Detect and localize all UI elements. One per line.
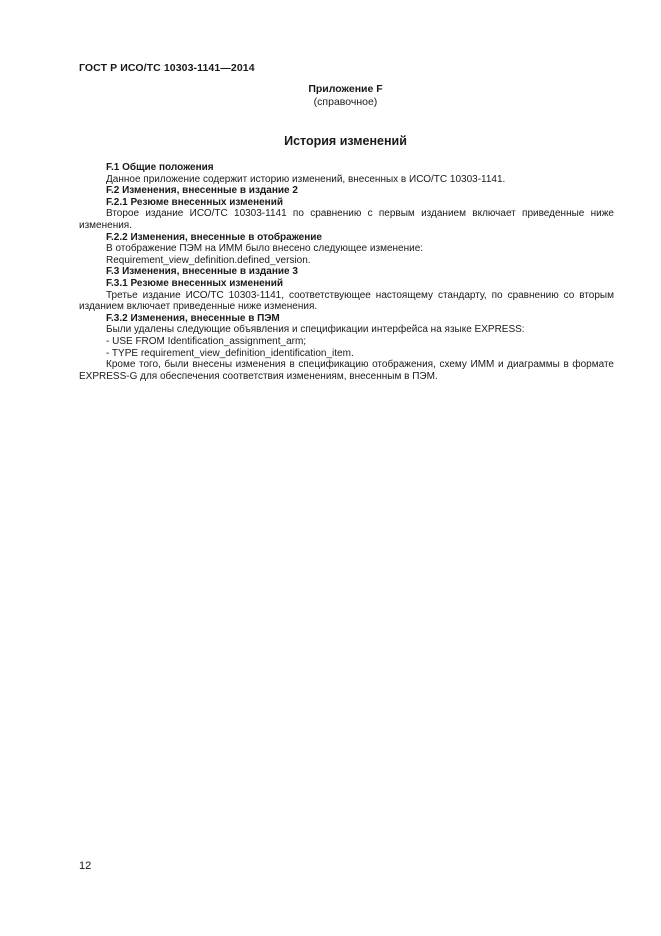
f31-paragraph: Третье издание ИСО/ТС 10303-1141, соответствующее настоящему стандарту, по сравнению со вторым изданием включает приведенные ниже изменения.	[79, 289, 614, 313]
f22-paragraph: В отображение ПЭМ на ИММ было внесено следующее изменение:	[106, 243, 424, 255]
f21-paragraph: Второе издание ИСО/ТС 10303-1141 по сравнению с первым изданием включает приведенные ниже изменения.	[79, 208, 614, 231]
annex-heading	[0, 83, 661, 109]
page-number: 12	[79, 860, 92, 872]
f22-list-item: Requirement_view_definition.defined_version.	[106, 254, 311, 266]
f22-heading: F.2.2 Изменения, внесенные в отображение	[106, 231, 322, 243]
annex-title: Приложение F	[308, 83, 383, 95]
f3-heading: F.3 Изменения, внесенные в издание 3	[106, 266, 298, 278]
f1-heading: F.1 Общие положения	[106, 162, 214, 173]
f21-heading: F.2.1 Резюме внесенных изменений	[106, 196, 284, 208]
annex-subtitle: (справочное)	[313, 96, 378, 108]
document-body	[79, 162, 614, 382]
f2-heading: F.2 Изменения, внесенные в издание 2	[106, 185, 298, 197]
f31-heading: F.3.1 Резюме внесенных изменений	[106, 277, 284, 289]
section-title: История изменений	[284, 134, 407, 148]
list-item: - TYPE requirement_view_definition_identification_item.	[106, 347, 354, 359]
f1-paragraph: Данное приложение содержит историю изменений, внесенных в ИСО/ТС 10303-1141.	[106, 173, 506, 185]
f32-heading: F.3.2 Изменения, внесенные в ПЭМ	[106, 312, 280, 324]
list-item: - USE FROM Identification_assignment_arm;	[106, 335, 307, 347]
f32-paragraph: Были удалены следующие объявления и спецификации интерфейса на языке EXPRESS:	[106, 324, 525, 336]
document-header: ГОСТ Р ИСО/ТС 10303-1141—2014	[79, 62, 255, 74]
closing-paragraph: Кроме того, были внесены изменения в спецификацию отображения, схему ИММ и диаграммы в формате EXPRESS-G для обеспечения соответствия изменениям, внесенным в ПЭМ.	[79, 359, 614, 382]
